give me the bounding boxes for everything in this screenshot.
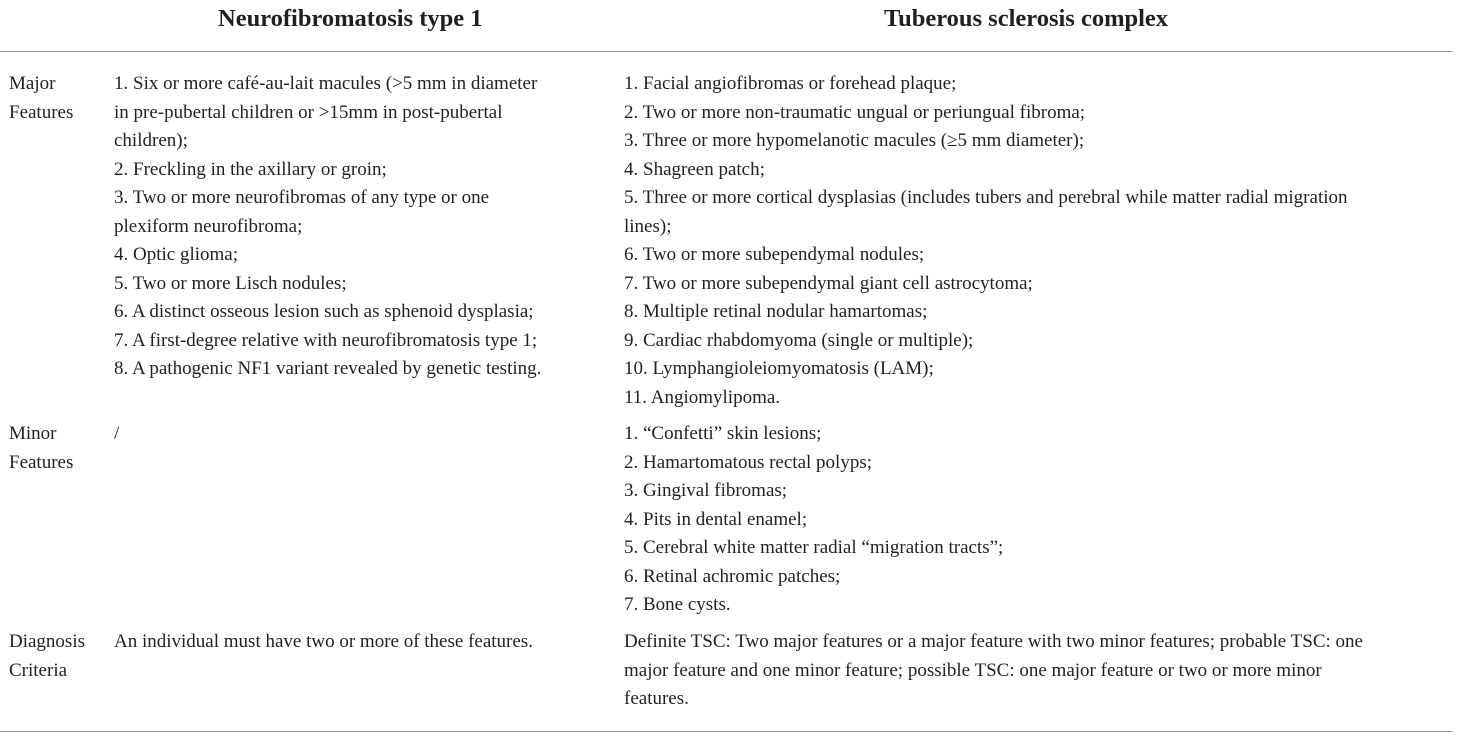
list-item: 4. Optic glioma; bbox=[114, 244, 239, 265]
row-label-major: Major Features bbox=[9, 73, 74, 123]
list-item: 4. Pits in dental enamel; bbox=[624, 508, 808, 530]
list-item: 1. Facial angiofibromas or forehead plaque; bbox=[624, 73, 957, 94]
list-item: children); bbox=[114, 130, 188, 151]
list-item: plexiform neurofibroma; bbox=[114, 215, 303, 237]
list-item: 6. Retinal achromic patches; bbox=[624, 565, 841, 587]
list-item: 5. Three or more cortical dysplasias (includes tubers and perebral while matter radial migration bbox=[624, 187, 1348, 208]
list-item: 5. Two or more Lisch nodules; bbox=[114, 272, 347, 294]
list-item: 10. Lymphangioleiomyomatosis (LAM); bbox=[624, 358, 934, 379]
list-item: 7. Bone cysts. bbox=[624, 594, 731, 615]
list-item: 8. A pathogenic NF1 variant revealed by genetic testing. bbox=[114, 358, 542, 379]
row-label-diagnosis: Diagnosis Criteria bbox=[9, 631, 85, 681]
list-item: 2. Hamartomatous rectal polyps; bbox=[624, 451, 872, 473]
list-item: in pre-pubertal children or >15mm in post-pubertal bbox=[114, 101, 503, 123]
list-item: 3. Two or more neurofibromas of any type or one bbox=[114, 187, 490, 208]
list-item: 2. Two or more non-traumatic ungual or periungual fibroma; bbox=[624, 101, 1086, 123]
list-item: 5. Cerebral white matter radial “migration tracts”; bbox=[624, 537, 1004, 558]
list-item: lines); bbox=[624, 215, 672, 237]
list-item: 3. Gingival fibromas; bbox=[624, 480, 788, 501]
table-bottom-rule bbox=[0, 731, 1453, 732]
header-divider bbox=[0, 51, 1453, 52]
tsc-major-features bbox=[624, 70, 1454, 412]
tsc-minor-features bbox=[624, 420, 1454, 620]
header-nf1: Neurofibromatosis type 1 bbox=[218, 5, 483, 32]
list-item: 11. Angiomylipoma. bbox=[624, 386, 781, 408]
nf1-diagnosis-criteria: An individual must have two or more of these features. bbox=[114, 631, 533, 652]
list-item: 1. “Confetti” skin lesions; bbox=[624, 423, 822, 444]
list-item: 3. Three or more hypomelanotic macules (≥5 mm diameter); bbox=[624, 130, 1085, 151]
list-item: 2. Freckling in the axillary or groin; bbox=[114, 158, 387, 180]
list-item: / bbox=[114, 423, 120, 444]
row-label-minor: Minor Features bbox=[9, 423, 74, 473]
list-item: 4. Shagreen patch; bbox=[624, 158, 765, 180]
list-item: 7. Two or more subependymal giant cell astrocytoma; bbox=[624, 272, 1033, 294]
list-item: 6. Two or more subependymal nodules; bbox=[624, 244, 925, 265]
list-item: 8. Multiple retinal nodular hamartomas; bbox=[624, 301, 928, 322]
nf1-major-features bbox=[114, 70, 604, 384]
header-tsc: Tuberous sclerosis complex bbox=[884, 5, 1169, 32]
list-item: 7. A first-degree relative with neurofibromatosis type 1; bbox=[114, 329, 538, 351]
tsc-diagnosis-criteria: Definite TSC: Two major features or a major feature with two minor features; probable TSC: one major feature and one minor feature; possible TSC: one major feature or two or more minor features. bbox=[624, 631, 1363, 709]
list-item: 6. A distinct osseous lesion such as sphenoid dysplasia; bbox=[114, 301, 534, 322]
list-item: 9. Cardiac rhabdomyoma (single or multiple); bbox=[624, 329, 974, 351]
list-item: 1. Six or more café-au-lait macules (>5 mm in diameter bbox=[114, 73, 538, 94]
nf1-minor-features bbox=[114, 420, 604, 449]
